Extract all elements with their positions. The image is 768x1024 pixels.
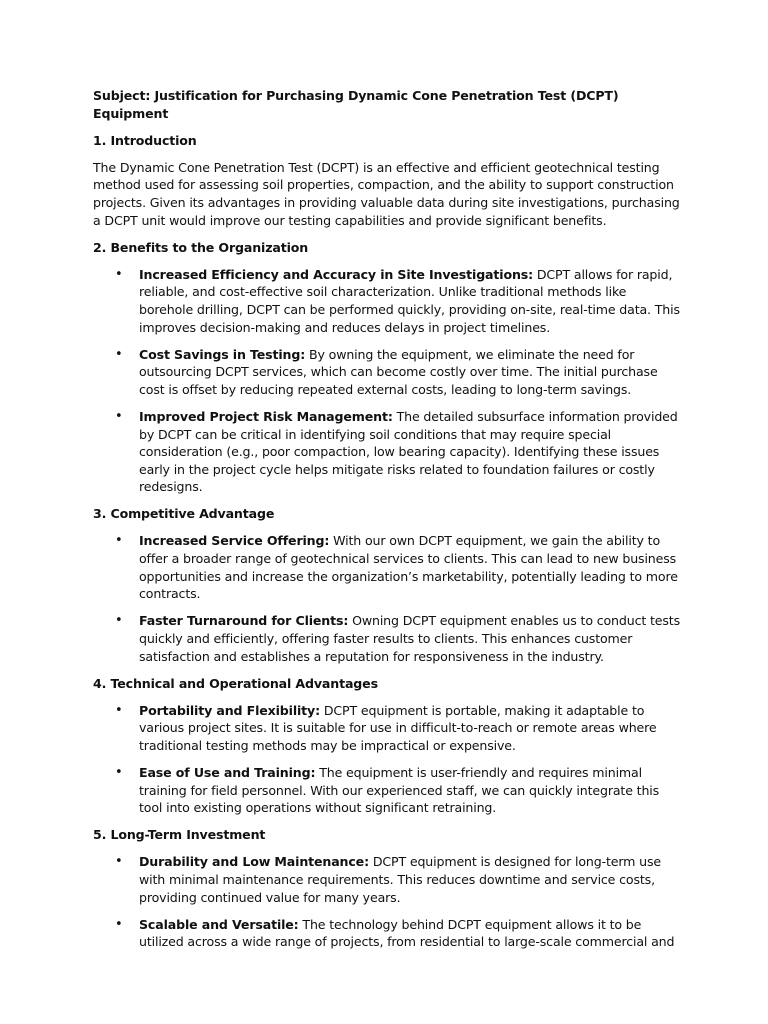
list-item-title: Improved Project Risk Management:: [139, 408, 393, 424]
list-item: [93, 916, 683, 951]
list-item-text: Owning DCPT equipment enables us to conduct tests quickly and efficiently, offering faster results to clients. This enhances customer satisfaction and establishes a reputation for responsiveness in the industry.: [139, 613, 680, 664]
bullet-icon: •: [115, 702, 123, 718]
list-item-text: By owning the equipment, we eliminate the need for outsourcing DCPT services, which can become costly over time. The initial purchase cost is offset by reducing repeated external costs, leading to long-term savings.: [139, 346, 658, 397]
section-heading-technical: 4. Technical and Operational Advantages: [93, 675, 378, 691]
list-item: [93, 266, 683, 336]
competitive-list: [93, 532, 683, 665]
list-item-title: Portability and Flexibility:: [139, 702, 320, 718]
list-item-text: With our own DCPT equipment, we gain the ability to offer a broader range of geotechnical services to clients. This can lead to new business opportunities and increase the organization’s marketability, potentially leading to more contracts.: [139, 533, 678, 602]
subject-line: Subject: Justification for Purchasing Dynamic Cone Penetration Test (DCPT) Equipment: [93, 88, 619, 121]
bullet-icon: •: [115, 613, 123, 629]
long-term-list: [93, 853, 683, 950]
list-item-text: The detailed subsurface information provided by DCPT can be critical in identifying soil conditions that may require special consideration (e.g., poor compaction, low bearing capacity). Identifying these issues early in the project cycle helps mitigate risks related to foundation failures or costly redesigns.: [139, 408, 678, 495]
list-item-title: Increased Efficiency and Accuracy in Site Investigations:: [139, 266, 533, 282]
list-item: [93, 853, 683, 906]
bullet-icon: •: [115, 266, 123, 282]
technical-list: [93, 702, 683, 817]
list-item: [93, 408, 683, 496]
list-item-title: Scalable and Versatile:: [139, 916, 299, 932]
bullet-icon: •: [115, 854, 123, 870]
introduction-paragraph: The Dynamic Cone Penetration Test (DCPT) is an effective and efficient geotechnical testing method used for assessing soil properties, compaction, and the ability to support construction projects. Given its advantages in providing valuable data during site investigations, purchasing a DCPT unit would improve our testing capabilities and provide significant benefits.: [93, 159, 680, 228]
list-item: [93, 532, 683, 602]
section-heading-competitive: 3. Competitive Advantage: [93, 506, 275, 522]
list-item-title: Durability and Low Maintenance:: [139, 854, 369, 870]
bullet-icon: •: [115, 346, 123, 362]
section-heading-long-term: 5. Long-Term Investment: [93, 827, 266, 843]
bullet-icon: •: [115, 916, 123, 932]
list-item-text: DCPT allows for rapid, reliable, and cost-effective soil characterization. Unlike traditional methods like borehole drilling, DCPT can be performed quickly, providing on-site, real-time data. This improves decision-making and reduces delays in project timelines.: [139, 266, 680, 335]
list-item-text: DCPT equipment is portable, making it adaptable to various project sites. It is suitable for use in difficult-to-reach or remote areas where traditional testing methods may be impractical or expensive.: [139, 702, 657, 753]
list-item: [93, 702, 683, 755]
list-item-text: The technology behind DCPT equipment allows it to be utilized across a wide range of projects, from residential to large-scale commercial and: [139, 916, 675, 950]
list-item: [93, 764, 683, 817]
list-item-text: The equipment is user-friendly and requires minimal training for field personnel. With our experienced staff, we can quickly integrate this tool into existing operations without significant retraining.: [139, 765, 660, 816]
list-item: [93, 612, 683, 665]
benefits-list: [93, 266, 683, 496]
list-item-title: Faster Turnaround for Clients:: [139, 613, 349, 629]
list-item-title: Ease of Use and Training:: [139, 765, 316, 780]
list-item: [93, 346, 683, 399]
bullet-icon: •: [115, 408, 123, 424]
list-item-title: Cost Savings in Testing:: [139, 346, 306, 362]
bullet-icon: •: [115, 533, 123, 549]
list-item-text: DCPT equipment is designed for long-term use with minimal maintenance requirements. This reduces downtime and service costs, providing continued value for many years.: [139, 854, 661, 905]
section-heading-benefits: 2. Benefits to the Organization: [93, 239, 309, 255]
section-heading-introduction: 1. Introduction: [93, 132, 197, 148]
bullet-icon: •: [115, 765, 123, 780]
list-item-title: Increased Service Offering:: [139, 533, 330, 549]
document-page: [93, 87, 683, 960]
